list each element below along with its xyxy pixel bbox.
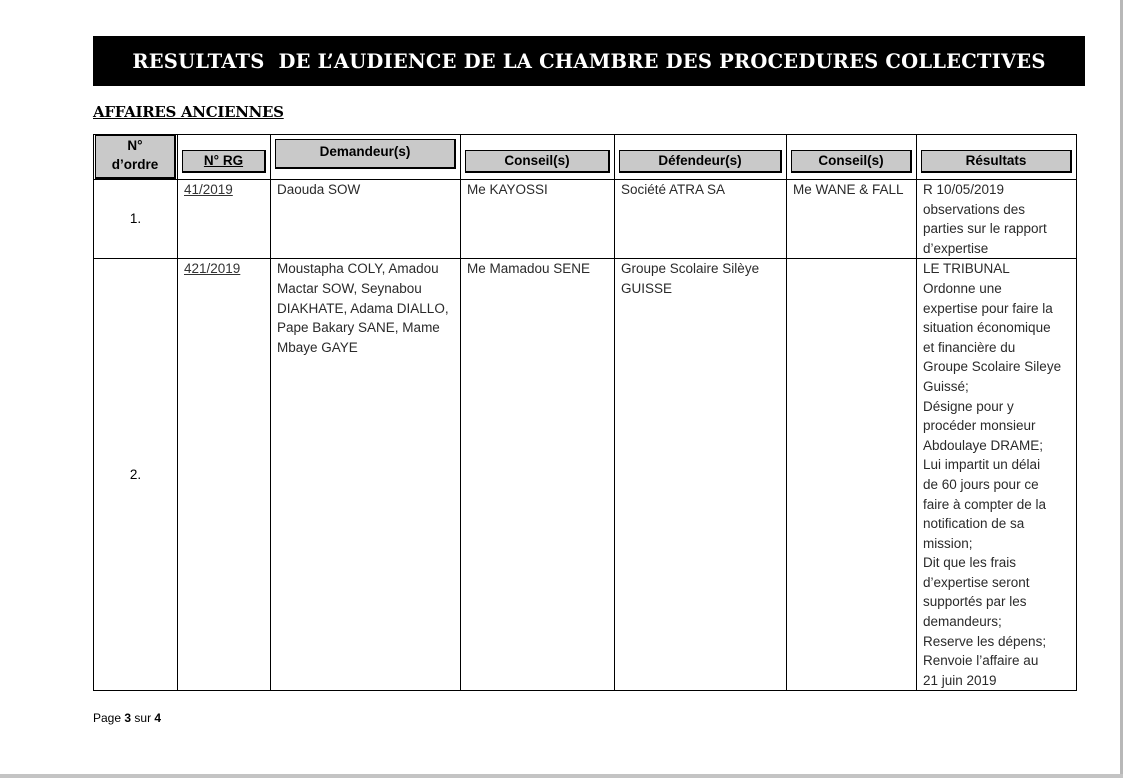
results-table xyxy=(93,134,1077,691)
header-conseil-demandeur: Conseil(s) xyxy=(461,135,615,180)
cell-ordre: 2. xyxy=(94,259,178,691)
total-pages: 4 xyxy=(154,711,162,725)
section-title: AFFAIRES ANCIENNES xyxy=(93,103,284,121)
header-demandeurs: Demandeur(s) xyxy=(271,135,461,180)
header-resultats: Résultats xyxy=(917,135,1077,180)
document-title: RESULTATS DE L’AUDIENCE DE LA CHAMBRE DES PROCEDURES COLLECTIVES xyxy=(132,49,1046,73)
cell-conseil-demandeur: Me Mamadou SENE xyxy=(461,259,615,691)
header-rg: N° RG xyxy=(178,135,271,180)
current-page: 3 xyxy=(124,711,132,725)
cell-defendeurs: Groupe Scolaire Silèye GUISSE xyxy=(615,259,787,691)
table-header-row xyxy=(94,135,1077,180)
cell-conseil-defendeur xyxy=(787,259,917,691)
cell-demandeurs: Daouda SOW xyxy=(271,180,461,259)
header-conseil-defendeur: Conseil(s) xyxy=(787,135,917,180)
table-row xyxy=(94,259,1077,691)
document-title-banner xyxy=(93,36,1085,86)
cell-resultats: LE TRIBUNAL Ordonne une expertise pour faire la situation économique et financière du Groupe Scolaire Sileye Guissé; Désigne pour y procéder monsieur Abdoulaye DRAME; Lui impartit un délai de 60 jours pour ce faire à compter de la notification de sa mission; Dit que les frais d’expertise seront supportés par les demandeurs; Reserve les dépens; Renvoie l’affaire au 21 juin 2019 xyxy=(917,259,1077,691)
page-edge-bottom xyxy=(0,774,1123,778)
rg-number: 421/2019 xyxy=(184,261,241,277)
cell-conseil-defendeur: Me WANE & FALL xyxy=(787,180,917,259)
table-row xyxy=(94,180,1077,259)
cell-defendeurs: Société ATRA SA xyxy=(615,180,787,259)
header-ordre: N° d’ordre xyxy=(94,135,178,180)
header-defendeurs: Défendeur(s) xyxy=(615,135,787,180)
cell-conseil-demandeur: Me KAYOSSI xyxy=(461,180,615,259)
cell-demandeurs: Moustapha COLY, Amadou Mactar SOW, Seynabou DIAKHATE, Adama DIALLO, Pape Bakary SANE, Mame Mbaye GAYE xyxy=(271,259,461,691)
cell-ordre: 1. xyxy=(94,180,178,259)
cell-resultats: R 10/05/2019 observations des parties sur le rapport d’expertise xyxy=(917,180,1077,259)
rg-number: 41/2019 xyxy=(184,182,233,197)
cell-rg xyxy=(178,180,271,259)
page-footer: Page 3 sur 4 xyxy=(93,711,162,725)
cell-rg xyxy=(178,259,271,691)
